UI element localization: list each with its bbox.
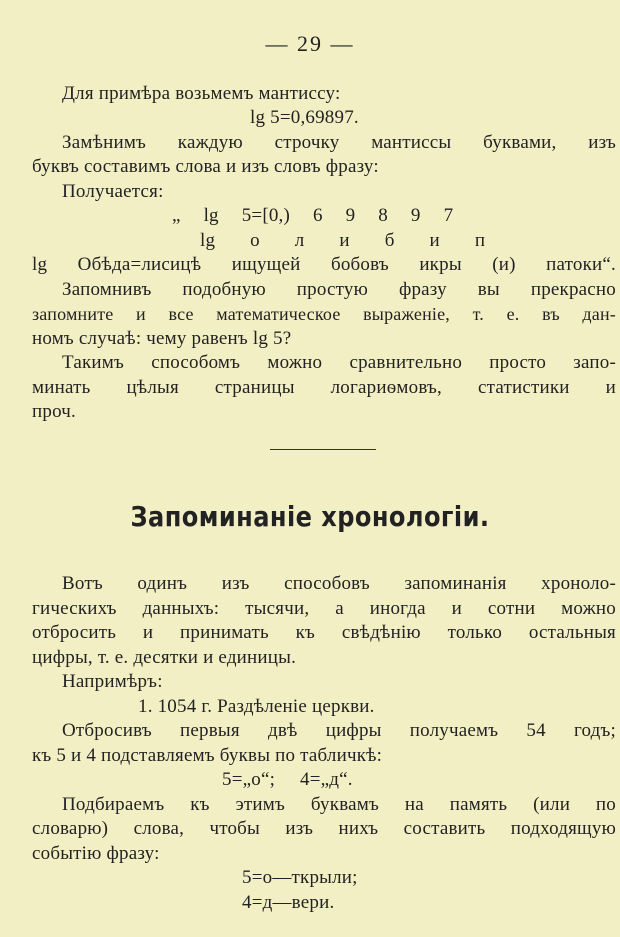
formula-letters-line: lg о л и б и п — [200, 230, 486, 251]
letter-mapping-line: 5=„о“; 4=„д“. — [222, 769, 353, 790]
page-number: — 29 — — [265, 31, 355, 56]
text-line: Замѣнимъ каждую строчку мантиссы буквами, изъ — [62, 132, 616, 153]
mnemonic-phrase: lg Обѣда=лисицѣ ищущей бобовъ икры (и) патоки“. — [32, 254, 616, 275]
text-line: запомните и все математическое выраженіе, т. е. въ дан- — [32, 304, 616, 324]
text-line: проч. — [32, 401, 76, 422]
text-line: Такимъ способомъ можно сравнительно просто запо- — [62, 352, 616, 373]
text-line: номъ случаѣ: чему равенъ lg 5? — [32, 328, 292, 349]
text-line: lg 5=0,69897. — [250, 107, 359, 128]
text-line: минать цѣлыя страницы логариѳмовъ, статистики и — [32, 377, 616, 398]
text-line: Для примѣра возьмемъ мантиссу: — [62, 83, 341, 104]
text-line: Отбросивъ первыя двѣ цифры получаемъ 54 годъ; — [62, 720, 616, 741]
text-line: Напримѣръ: — [62, 671, 163, 692]
section-divider — [270, 449, 376, 450]
text-line: Получается: — [62, 181, 164, 202]
text-line: словарю) слова, чтобы изъ нихъ составить подходящую — [32, 818, 616, 839]
mnemonic-word-line: 5=о—ткрыли; — [242, 867, 358, 888]
text-line: буквъ составимъ слова и изъ словъ фразу: — [32, 156, 379, 177]
formula-line: „ lg 5=[0,) 6 9 8 9 7 — [172, 205, 454, 226]
text-line: событію фразу: — [32, 843, 160, 864]
section-heading: Запоминаніе хронологіи. — [130, 500, 490, 533]
text-line: отбросить и принимать къ свѣдѣнію только остальныя — [32, 622, 616, 643]
mnemonic-word-line: 4=д—вери. — [242, 892, 335, 913]
text-line: Запомнивъ подобную простую фразу вы прекрасно — [62, 279, 616, 300]
example-line: 1. 1054 г. Раздѣленіе церкви. — [138, 696, 375, 717]
text-line: Вотъ одинъ изъ способовъ запоминанія хроноло- — [62, 573, 616, 594]
text-line: къ 5 и 4 подставляемъ буквы по табличкѣ: — [32, 745, 383, 766]
text-line: цифры, т. е. десятки и единицы. — [32, 647, 297, 668]
text-line: гическихъ данныхъ: тысячи, а иногда и сотни можно — [32, 598, 616, 619]
text-line: Подбираемъ къ этимъ буквамъ на память (или по — [62, 794, 616, 815]
